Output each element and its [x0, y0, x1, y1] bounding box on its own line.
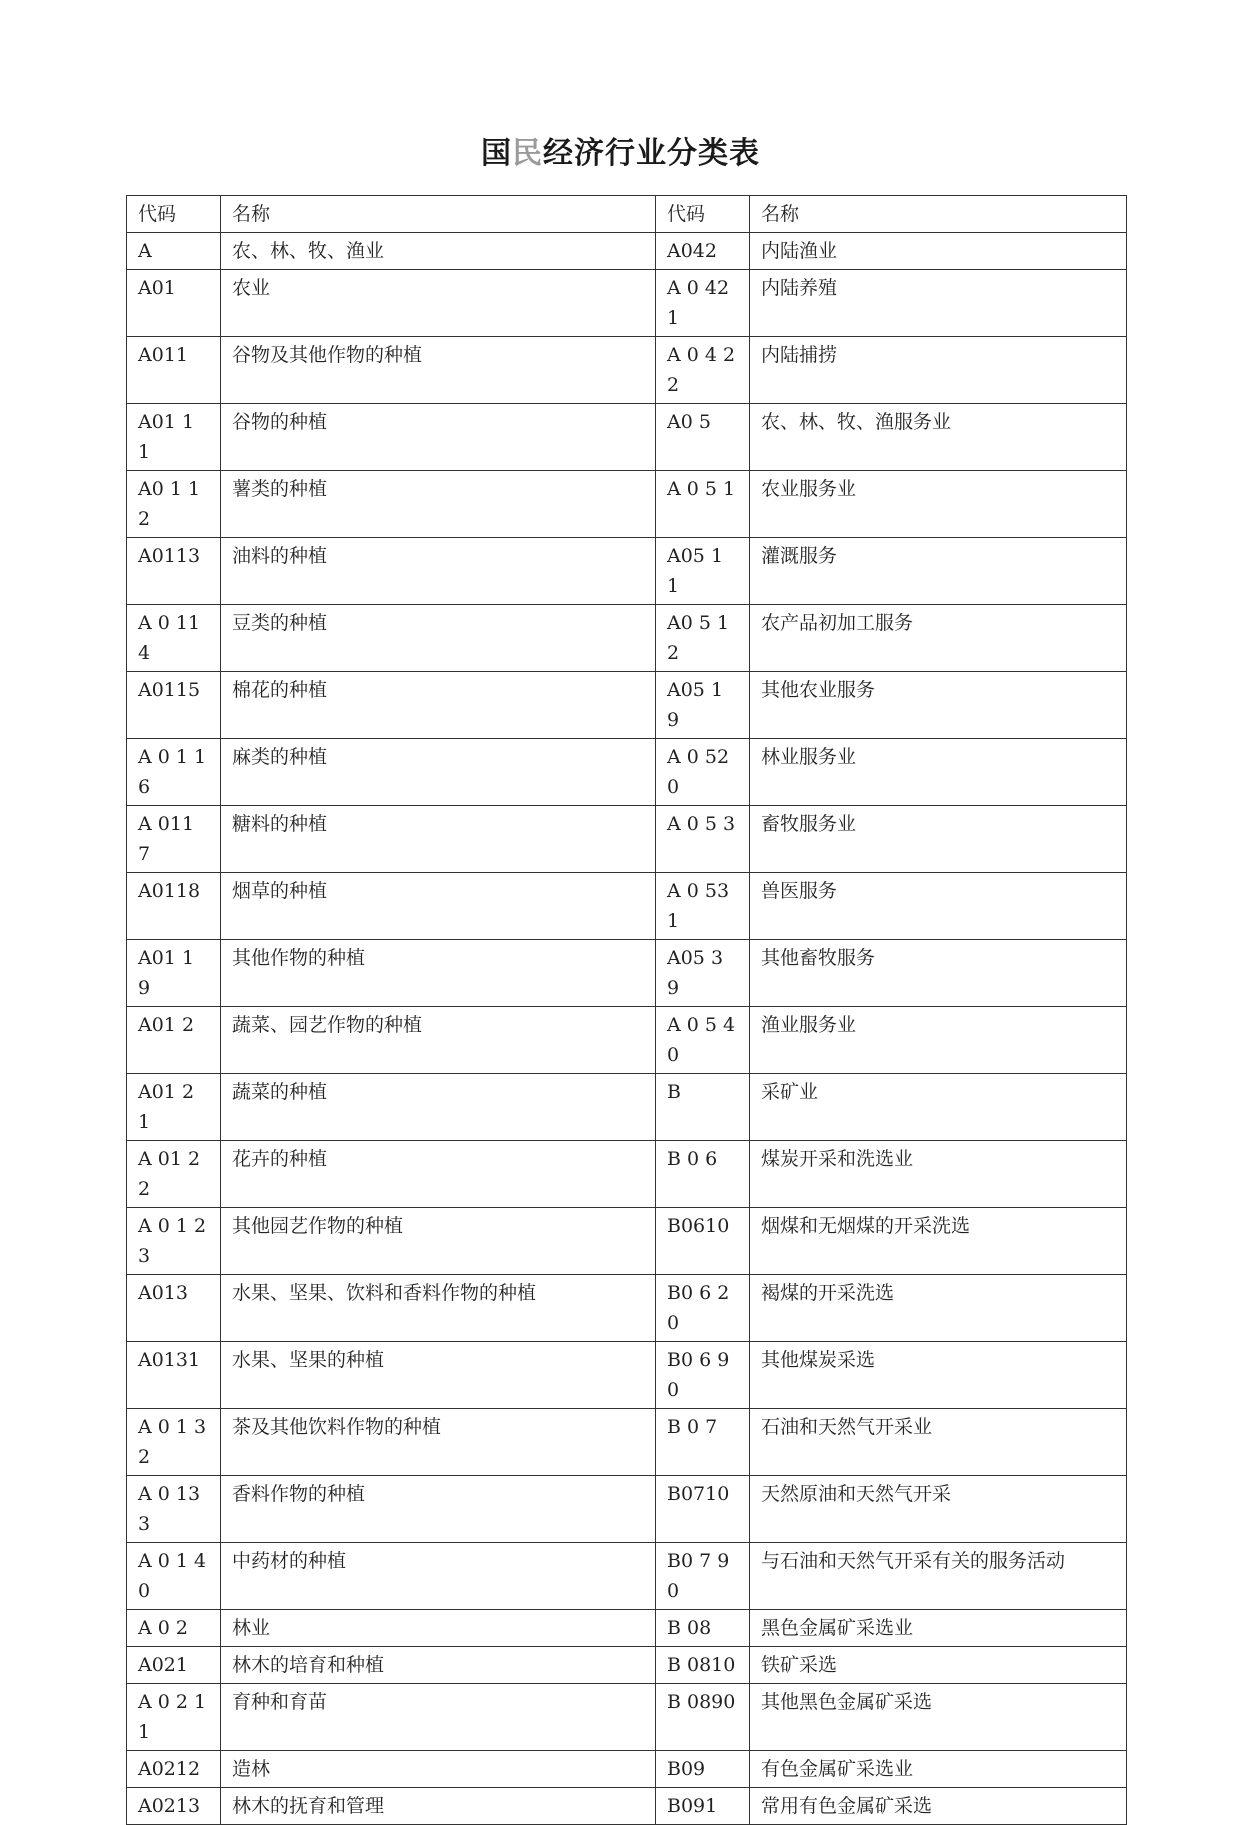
- cell-code-left: A021: [127, 1647, 221, 1684]
- cell-code-left: A0212: [127, 1751, 221, 1788]
- cell-code-right: A05 1 1: [656, 538, 750, 605]
- cell-name-left: 其他作物的种植: [221, 940, 656, 1007]
- page-title: [0, 128, 1241, 172]
- cell-code-right: A042: [656, 233, 750, 270]
- table-header-row: [127, 196, 1127, 233]
- cell-name-left: 茶及其他饮料作物的种植: [221, 1409, 656, 1476]
- table-row: [127, 1476, 1127, 1543]
- cell-name-left: 蔬菜、园艺作物的种植: [221, 1007, 656, 1074]
- cell-code-right: A05 3 9: [656, 940, 750, 1007]
- cell-name-right: 其他煤炭采选: [750, 1342, 1127, 1409]
- cell-name-right: 渔业服务业: [750, 1007, 1127, 1074]
- table-row: [127, 270, 1127, 337]
- cell-name-left: 麻类的种植: [221, 739, 656, 806]
- cell-name-right: 黑色金属矿采选业: [750, 1610, 1127, 1647]
- cell-code-left: A0115: [127, 672, 221, 739]
- cell-code-left: A: [127, 233, 221, 270]
- table-row: [127, 1610, 1127, 1647]
- cell-code-right: A0 5: [656, 404, 750, 471]
- cell-name-right: 农业服务业: [750, 471, 1127, 538]
- table-row: [127, 806, 1127, 873]
- cell-code-right: B 0890: [656, 1684, 750, 1751]
- cell-name-right: 内陆养殖: [750, 270, 1127, 337]
- cell-name-right: 其他黑色金属矿采选: [750, 1684, 1127, 1751]
- cell-name-left: 林业: [221, 1610, 656, 1647]
- table-row: [127, 337, 1127, 404]
- cell-code-left: A 011 7: [127, 806, 221, 873]
- cell-name-left: 林木的抚育和管理: [221, 1788, 656, 1825]
- cell-code-right: B 08: [656, 1610, 750, 1647]
- cell-code-left: A0131: [127, 1342, 221, 1409]
- table-row: [127, 739, 1127, 806]
- cell-name-left: 棉花的种植: [221, 672, 656, 739]
- cell-name-right: 煤炭开采和洗选业: [750, 1141, 1127, 1208]
- table-row: [127, 404, 1127, 471]
- cell-code-right: A05 1 9: [656, 672, 750, 739]
- cell-name-right: 农产品初加工服务: [750, 605, 1127, 672]
- cell-code-right: B 0810: [656, 1647, 750, 1684]
- header-code-left: 代码: [127, 196, 221, 233]
- table-row: [127, 1208, 1127, 1275]
- cell-code-left: A 01 2 2: [127, 1141, 221, 1208]
- cell-code-right: B 0 7: [656, 1409, 750, 1476]
- cell-name-left: 水果、坚果的种植: [221, 1342, 656, 1409]
- cell-code-left: A01: [127, 270, 221, 337]
- table-row: [127, 940, 1127, 1007]
- cell-code-left: A 0 1 1 6: [127, 739, 221, 806]
- cell-code-left: A01 2: [127, 1007, 221, 1074]
- cell-name-right: 林业服务业: [750, 739, 1127, 806]
- cell-code-right: A 0 421: [656, 270, 750, 337]
- table-row: [127, 1342, 1127, 1409]
- cell-name-left: 蔬菜的种植: [221, 1074, 656, 1141]
- cell-code-right: A 0 4 2 2: [656, 337, 750, 404]
- table-row: [127, 1684, 1127, 1751]
- header-name-left: 名称: [221, 196, 656, 233]
- cell-name-right: 内陆渔业: [750, 233, 1127, 270]
- table-row: [127, 1275, 1127, 1342]
- cell-code-left: A01 1 1: [127, 404, 221, 471]
- table-row: [127, 471, 1127, 538]
- cell-code-right: B0610: [656, 1208, 750, 1275]
- industry-classification-table: [126, 195, 1127, 1825]
- cell-name-left: 育种和育苗: [221, 1684, 656, 1751]
- table-row: [127, 672, 1127, 739]
- cell-name-left: 农、林、牧、渔业: [221, 233, 656, 270]
- cell-code-right: B09: [656, 1751, 750, 1788]
- cell-code-right: A 0 5 1: [656, 471, 750, 538]
- cell-code-right: B: [656, 1074, 750, 1141]
- cell-code-left: A011: [127, 337, 221, 404]
- cell-name-left: 农业: [221, 270, 656, 337]
- cell-code-left: A0118: [127, 873, 221, 940]
- table-row: [127, 1409, 1127, 1476]
- cell-name-right: 烟煤和无烟煤的开采洗选: [750, 1208, 1127, 1275]
- table-row: [127, 538, 1127, 605]
- cell-name-right: 有色金属矿采选业: [750, 1751, 1127, 1788]
- title-highlight: 民: [512, 136, 543, 172]
- cell-name-left: 谷物的种植: [221, 404, 656, 471]
- cell-code-left: A0113: [127, 538, 221, 605]
- cell-code-left: A0 1 1 2: [127, 471, 221, 538]
- cell-name-right: 农、林、牧、渔服务业: [750, 404, 1127, 471]
- cell-code-right: B0710: [656, 1476, 750, 1543]
- cell-name-right: 铁矿采选: [750, 1647, 1127, 1684]
- cell-name-left: 中药材的种植: [221, 1543, 656, 1610]
- cell-code-left: A 0 1 3 2: [127, 1409, 221, 1476]
- cell-name-right: 常用有色金属矿采选: [750, 1788, 1127, 1825]
- cell-name-left: 糖料的种植: [221, 806, 656, 873]
- cell-code-right: A 0 5 3: [656, 806, 750, 873]
- cell-code-left: A013: [127, 1275, 221, 1342]
- cell-name-right: 内陆捕捞: [750, 337, 1127, 404]
- cell-name-right: 兽医服务: [750, 873, 1127, 940]
- table-row: [127, 1751, 1127, 1788]
- cell-name-right: 其他畜牧服务: [750, 940, 1127, 1007]
- table-row: [127, 233, 1127, 270]
- cell-name-left: 薯类的种植: [221, 471, 656, 538]
- cell-code-left: A01 2 1: [127, 1074, 221, 1141]
- cell-code-right: B091: [656, 1788, 750, 1825]
- cell-code-left: A0213: [127, 1788, 221, 1825]
- cell-name-right: 灌溉服务: [750, 538, 1127, 605]
- cell-code-right: B0 6 2 0: [656, 1275, 750, 1342]
- cell-code-left: A 0 2 1 1: [127, 1684, 221, 1751]
- cell-code-left: A 0 13 3: [127, 1476, 221, 1543]
- cell-name-left: 豆类的种植: [221, 605, 656, 672]
- table-body: [127, 196, 1127, 1825]
- cell-code-left: A 0 2: [127, 1610, 221, 1647]
- cell-code-left: A 0 114: [127, 605, 221, 672]
- table-row: [127, 1074, 1127, 1141]
- cell-code-left: A 0 1 40: [127, 1543, 221, 1610]
- table-row: [127, 1788, 1127, 1825]
- header-code-right: 代码: [656, 196, 750, 233]
- cell-name-right: 褐煤的开采洗选: [750, 1275, 1127, 1342]
- cell-name-left: 香料作物的种植: [221, 1476, 656, 1543]
- cell-name-left: 其他园艺作物的种植: [221, 1208, 656, 1275]
- cell-code-right: A0 5 1 2: [656, 605, 750, 672]
- title-part-2: 经济行业分类表: [543, 136, 760, 172]
- cell-name-left: 油料的种植: [221, 538, 656, 605]
- table-row: [127, 1647, 1127, 1684]
- cell-code-right: A 0 520: [656, 739, 750, 806]
- table-row: [127, 1543, 1127, 1610]
- cell-name-left: 花卉的种植: [221, 1141, 656, 1208]
- cell-name-right: 与石油和天然气开采有关的服务活动: [750, 1543, 1127, 1610]
- cell-name-left: 烟草的种植: [221, 873, 656, 940]
- table-row: [127, 605, 1127, 672]
- cell-code-right: A 0 5 40: [656, 1007, 750, 1074]
- table-row: [127, 1141, 1127, 1208]
- cell-name-right: 石油和天然气开采业: [750, 1409, 1127, 1476]
- cell-code-right: A 0 531: [656, 873, 750, 940]
- cell-code-right: B 0 6: [656, 1141, 750, 1208]
- cell-name-right: 采矿业: [750, 1074, 1127, 1141]
- cell-name-left: 水果、坚果、饮料和香料作物的种植: [221, 1275, 656, 1342]
- table-row: [127, 873, 1127, 940]
- header-name-right: 名称: [750, 196, 1127, 233]
- cell-name-right: 天然原油和天然气开采: [750, 1476, 1127, 1543]
- cell-name-right: 其他农业服务: [750, 672, 1127, 739]
- cell-code-right: B0 7 90: [656, 1543, 750, 1610]
- title-part-1: 国: [481, 136, 512, 172]
- cell-code-left: A01 1 9: [127, 940, 221, 1007]
- cell-name-right: 畜牧服务业: [750, 806, 1127, 873]
- cell-code-right: B0 6 90: [656, 1342, 750, 1409]
- cell-name-left: 谷物及其他作物的种植: [221, 337, 656, 404]
- cell-code-left: A 0 1 23: [127, 1208, 221, 1275]
- cell-name-left: 林木的培育和种植: [221, 1647, 656, 1684]
- table-row: [127, 1007, 1127, 1074]
- cell-name-left: 造林: [221, 1751, 656, 1788]
